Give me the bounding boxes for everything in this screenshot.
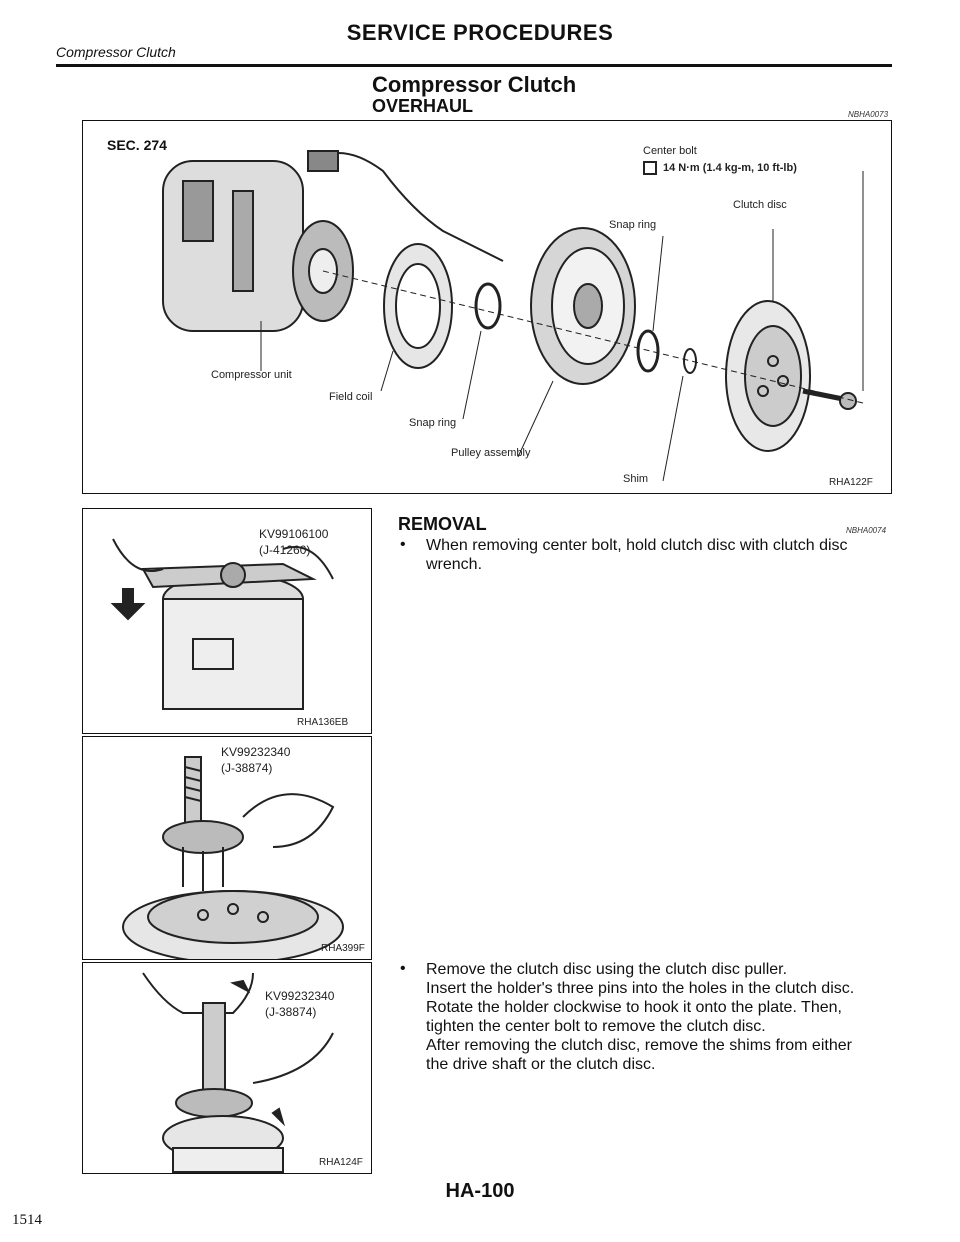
page-header-title: SERVICE PROCEDURES (346, 20, 614, 45)
removal-item-1-line-2: wrench. (426, 556, 483, 573)
snap-ring-bottom-label: Snap ring (409, 417, 457, 429)
field-coil-label: Field coil (329, 391, 373, 403)
removal-item-1 (426, 536, 896, 574)
fig3-ref: RHA124F (319, 1157, 363, 1168)
sec-label: SEC. 274 (107, 137, 167, 153)
torque-icon (643, 161, 657, 175)
bullet-2-icon: • (400, 960, 406, 977)
topic-subtitle: OVERHAUL (372, 96, 474, 116)
exploded-diagram-art (83, 121, 891, 493)
topic-code: NBHA0073 (848, 110, 889, 119)
removal-item-2-line-1: Remove the clutch disc using the clutch disc puller. (426, 961, 788, 978)
removal-item-1-line-1: When removing center bolt, hold clutch disc with clutch disc (426, 537, 848, 554)
compressor-unit-label: Compressor unit (211, 369, 292, 381)
torque-label (643, 161, 797, 175)
removal-code: NBHA0074 (846, 526, 887, 535)
topic-title: Compressor Clutch (372, 72, 577, 97)
fig2-tool-alt: (J-38874) (221, 761, 273, 775)
page-code: HA-100 (445, 1180, 515, 1202)
fig3-tool-alt: (J-38874) (265, 1005, 317, 1019)
removal-item-2-line-6: the drive shaft or the clutch disc. (426, 1056, 656, 1073)
removal-item-2 (426, 960, 896, 1074)
pulley-assembly-label: Pulley assembly (451, 447, 531, 459)
removal-item-2-line-4: tighten the center bolt to remove the clutch disc. (426, 1018, 766, 1035)
bullet-1-icon: • (400, 536, 406, 553)
removal-item-2-line-2: Insert the holder's three pins into the holes in the clutch disc. (426, 980, 855, 997)
fig2-tool: KV99232340 (221, 745, 291, 759)
removal-item-2-line-3: Rotate the holder clockwise to hook it onto the plate. Then, (426, 999, 842, 1016)
removal-item-2-line-5: After removing the clutch disc, remove the shims from either (426, 1037, 852, 1054)
removal-heading: REMOVAL (398, 514, 487, 534)
header-rule (56, 64, 892, 67)
fig1-ref: RHA136EB (297, 717, 349, 728)
exploded-diagram (82, 120, 892, 494)
clutch-disc-label: Clutch disc (733, 199, 787, 211)
page-number: 1514 (12, 1212, 42, 1228)
center-bolt-label: Center bolt (643, 145, 697, 157)
fig3-tool: KV99232340 (265, 989, 335, 1003)
fig1-tool: KV99106100 (259, 527, 329, 541)
shim-label: Shim (623, 473, 649, 485)
diagram-ref: RHA122F (829, 477, 873, 488)
fig2-ref: RHA399F (321, 943, 365, 954)
snap-ring-top-label: Snap ring (609, 219, 657, 231)
figure-holder-rotate (82, 962, 372, 1174)
figure-removal-wrench-art (83, 509, 371, 733)
section-name: Compressor Clutch (56, 44, 176, 60)
fig1-tool-alt: (J-41260) (259, 543, 311, 557)
figure-removal-wrench (82, 508, 372, 734)
torque-value: 14 N·m (1.4 kg-m, 10 ft-lb) (663, 161, 797, 174)
figure-clutch-puller (82, 736, 372, 960)
